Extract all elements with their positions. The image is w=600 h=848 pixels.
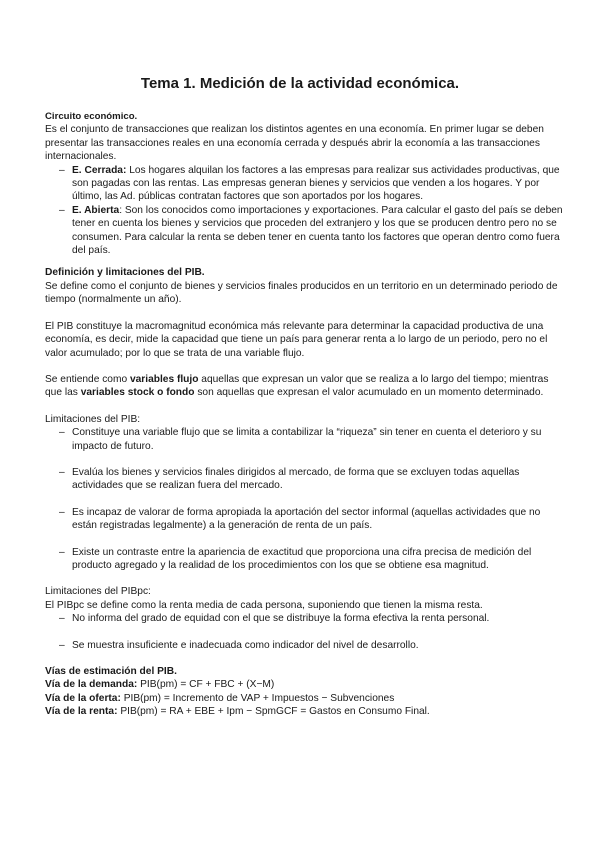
- pib-paragraph: El PIB constituye la macromagnitud económica más relevante para determinar la capacidad productiva de una economía, es decir, mide la capacidad que tiene un país para generar renta a lo largo de un periodo, pero no el valor acumulado; por lo que se trata de una variable flujo.: [45, 320, 548, 359]
- dash-bullet-icon: –: [59, 427, 65, 439]
- estimation-section: [45, 665, 565, 719]
- item-label: E. Abierta: [72, 204, 120, 216]
- item-label: E. Cerrada:: [72, 164, 127, 176]
- dash-bullet-icon: –: [59, 546, 65, 558]
- pib-variables-paragraph: Se entiende como variables flujo aquellas que expresan un valor que se realiza a lo largo del tiempo; mientras que las variables stock o fondo son aquellas que expresan el valor acumulado en un momento determinado.: [45, 373, 549, 399]
- dash-bullet-icon: –: [59, 613, 65, 625]
- dash-bullet-icon: –: [59, 506, 65, 518]
- pibpc-definition: El PIBpc se define como la renta media de cada persona, suponiendo que tienen la misma resta.: [45, 599, 483, 611]
- section-heading-vias: Vías de estimación del PIB.: [45, 666, 177, 677]
- via-renta: Vía de la renta: PIB(pm) = RA + EBE + Ipm − SpmGCF = Gastos en Consumo Final.: [45, 706, 430, 718]
- via-oferta: Vía de la oferta: PIB(pm) = Incremento de VAP + Impuestos − Subvenciones: [45, 692, 395, 704]
- via-demanda: Vía de la demanda: PIB(pm) = CF + FBC + (X−M): [45, 679, 275, 691]
- list-item: – Evalúa los bienes y servicios finales dirigidos al mercado, de forma que se excluyen todas aquellas actividades que se realizan fuera del mercado.: [59, 466, 520, 492]
- pib-definition: Se define como el conjunto de bienes y servicios finales producidos en un territorio en un determinado periodo de tiempo (normalmente un año).: [45, 280, 558, 306]
- dash-bullet-icon: –: [59, 466, 65, 478]
- item-text: Los hogares alquilan los factores a las empresas para realizar sus actividades productivas, que son pagadas con las rentas. Las empresas generan bienes y servicios que venden a los hogares. Y por último, las Ad. públicas contratan factores que son aportados por los hogares.: [72, 164, 560, 203]
- list-item: – No informa del grado de equidad con el que se distribuye la forma efectiva la renta personal.: [59, 613, 490, 625]
- list-item: – Es incapaz de valorar de forma apropiada la aportación del sector informal (aquellas actividades que no están registradas legalmente) a la generación de renta de un país.: [59, 506, 541, 532]
- section-heading-circuito: Circuito económico.: [45, 111, 138, 122]
- list-item: – Se muestra insuficiente e inadecuada como indicador del nivel de desarrollo.: [59, 639, 419, 651]
- pibpc-list: [45, 612, 565, 652]
- list-item: [45, 164, 565, 204]
- list-item: – Constituye una variable flujo que se limita a contabilizar la “riqueza” sin tener en cuenta el deterioro y su impacto de futuro.: [59, 427, 542, 452]
- pibpc-heading: Limitaciones del PIBpc:: [45, 586, 151, 598]
- circuito-list: [45, 164, 565, 258]
- dash-bullet-icon: –: [59, 204, 65, 216]
- term-flujo: variables flujo: [129, 373, 199, 385]
- circuito-intro: Es el conjunto de transacciones que realizan los distintos agentes en una economía. En primer lugar se deben presentar las transacciones reales en una economía cerrada y después abrir la economía a las transacciones internacionales.: [45, 124, 544, 163]
- list-item: [45, 204, 565, 258]
- section-heading-pib: Definición y limitaciones del PIB.: [45, 267, 205, 279]
- dash-bullet-icon: –: [59, 639, 65, 651]
- list-item: – Existe un contraste entre la apariencia de exactitud que proporciona una cifra precisa de medición del producto agregado y la realidad de los procedimientos con los que se obtiene esa magnitud.: [59, 546, 532, 571]
- dash-bullet-icon: –: [59, 164, 65, 176]
- term-stock: variables stock o fondo: [80, 387, 195, 399]
- item-text: : Son los conocidos como importaciones y exportaciones. Para calcular el gasto del país se deben tener en cuenta los bienes y servicios que proceden del extranjero y los que se producen dentro pero no se consumen. Para calcular la renta se deben tener en cuenta tanto los factores que operan dentro como fuera del país.: [72, 204, 563, 257]
- page-title: Tema 1. Medición de la actividad económica.: [140, 75, 460, 92]
- document-body: [45, 110, 565, 719]
- limitations-list: [45, 426, 565, 572]
- limitations-heading: Limitaciones del PIB:: [45, 413, 141, 425]
